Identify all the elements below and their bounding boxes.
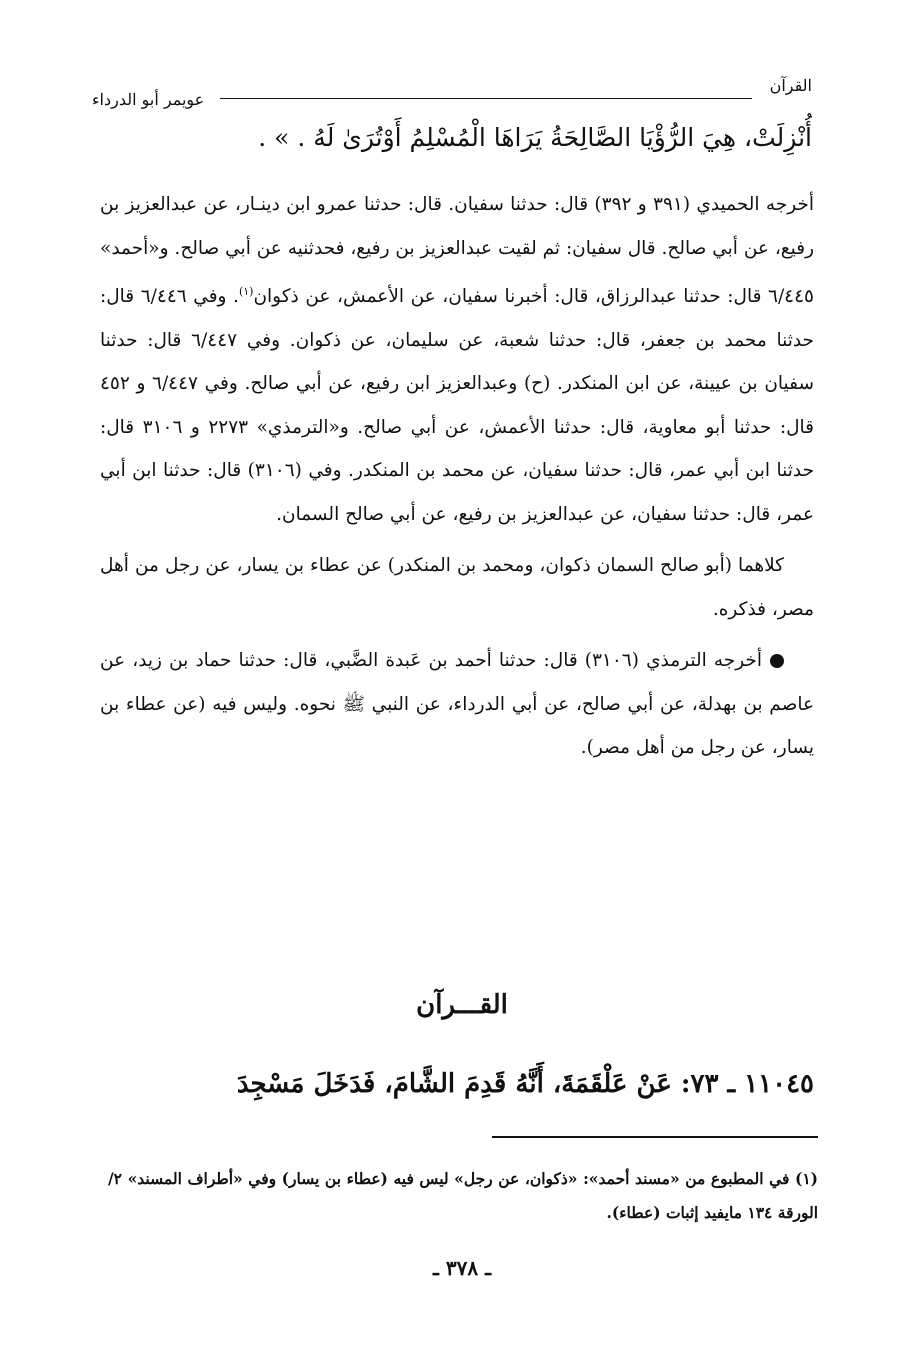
takhrij-paragraph-2: كلاهما (أبو صالح السمان ذكوان، ومحمد بن المنكدر) عن عطاء بن يسار، عن رجل من أهل مصر، فذكره. [100,555,814,620]
takhrij-paragraph-1-rest: . وفي ٦/٤٤٦ قال: حدثنا محمد بن جعفر، قال: حدثنا شعبة، عن سليمان، عن ذكوان. وفي ٦/٤٤٧ قال: حدثنا سفيان بن عيينة، عن ابن المنكدر. (ح) وعبدالعزيز ابن رفيع، عن أبي صالح. وفي ٦/٤٤٧ و ٤٥٢ قال: حدثنا أبو معاوية، قال: حدثنا الأعمش، عن أبي صالح. و«الترمذي» ٢٢٧٣ و ٣١٠٦ قال: حدثنا ابن أبي عمر، قال: حدثنا سفيان، عن محمد بن المنكدر. وفي (٣١٠٦) قال: حدثنا ابن أبي عمر، قال: حدثنا سفيان، عن عبدالعزيز بن رفيع، عن أبي صالح السمان. [100,286,815,525]
takhrij-paragraph-3 [100,639,814,770]
takhrij-paragraph-1-text: أخرجه الحميدي (٣٩١ و ٣٩٢) قال: حدثنا سفيان. قال: حدثنا عمرو ابن دينـار، عن عبدالعزيز بن رفيع، عن أبي صالح. قال سفيان: ثم لقيت عبدالعزيز بن رفيع، فحدثنيه عن أبي صالح. و«أحمد» ٦/٤٤٥ قال: حدثنا عبدالرزاق، قال: أخبرنا سفيان، عن الأعمش، عن ذكوان [100,194,814,308]
footnote [108,1162,818,1230]
verse-continuation: أُنْزِلَتْ، هِيَ الرُّؤْيَا الصَّالِحَةُ يَرَاهَا الْمُسْلِمُ أَوْتُرَىٰ لَهُ . » . [258,123,812,152]
running-header [92,70,812,110]
takhrij-paragraph-1 [100,183,814,536]
takhrij-paragraph-3-text: أخرجه الترمذي (٣١٠٦) قال: حدثنا أحمد بن عَبدة الضَّبي، قال: حدثنا حماد بن زيد، عن عاصم بن بهدلة، عن أبي صالح، عن أبي الدرداء، عن النبي ﷺ نحوه. وليس فيه (عن عطاء بن يسار، عن رجل من أهل مصر). [100,650,814,759]
header-section-title: القرآن [769,76,812,95]
main-text [100,183,814,770]
hadith-opening-line: ١١٠٤٥ ـ ٧٣: عَنْ عَلْقَمَةَ، أَنَّهُ قَدِمَ الشَّامَ، فَدَخَلَ مَسْجِدَ [236,1069,814,1099]
section-heading: القـــرآن [416,990,508,1020]
footnote-marker: (١) [238,285,254,298]
bullet-icon [770,654,784,668]
header-companion-name: عويمر أبو الدرداء [92,90,205,109]
page-number: ـ ٣٧٨ ـ [433,1256,491,1280]
header-rule [220,98,752,99]
footnote-separator [492,1136,818,1138]
footnote-text: (١) في المطبوع من «مسند أحمد»: «ذكوان، عن رجل» ليس فيه (عطاء بن يسار) وفي «أطراف المسند» ٢/الورقة ١٣٤ مايفيد إثبات (عطاء). [108,1169,818,1222]
